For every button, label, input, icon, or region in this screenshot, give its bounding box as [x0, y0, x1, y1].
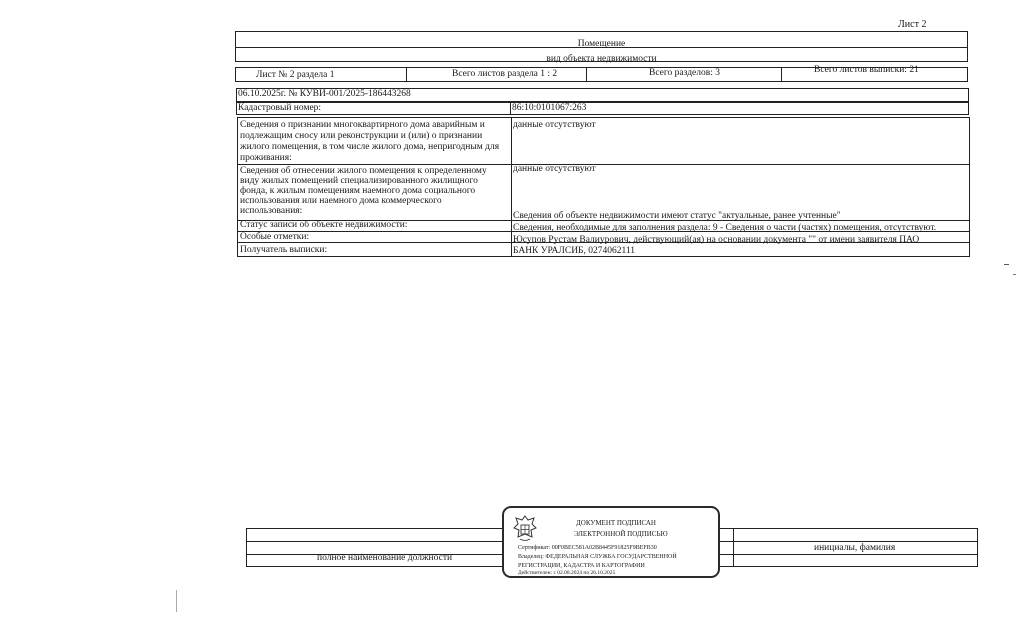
- record-date-number: 06.10.2025г. № КУВИ-001/2025-186443268: [238, 89, 411, 99]
- object-type-title: Помещение: [577, 39, 626, 49]
- stamp-line-2: ЭЛЕКТРОННОЙ ПОДПИСЬЮ: [574, 530, 668, 538]
- stamp-validity: Действителен: с 02.08.2024 по 26.10.2025: [518, 570, 616, 576]
- row-label-emergency-line-4: проживания:: [240, 153, 292, 163]
- scan-mark: [1004, 264, 1009, 265]
- row-value-specialized: данные отсутствуют: [513, 164, 596, 174]
- row-label-specialized-line-4: использования или наемного дома коммерческого: [240, 196, 442, 206]
- scan-mark: [1013, 274, 1016, 275]
- cadastral-row: [236, 102, 969, 115]
- stamp-certificate: Сертификат: 00F0BEC581A02B8445F91825F9BEFB30: [518, 545, 657, 551]
- row-label-record-status: Статус записи об объекте недвижимости:: [240, 220, 408, 230]
- row-label-specialized-line-3: фонда, к жилым помещениям наемного дома социального: [240, 186, 476, 196]
- stamp-owner-line-2: РЕГИСТРАЦИИ, КАДАСТРА И КАРТОГРАФИИ: [518, 563, 645, 569]
- row-value-recipient-line-2: БАНК УРАЛСИБ, 0274062111: [513, 246, 636, 256]
- object-type-subtitle: вид объекта недвижимости: [546, 54, 657, 64]
- row-label-emergency-line-3: жилого помещения, в том числе жилого дома, непригодным для: [240, 142, 500, 152]
- electronic-signature-stamp: [502, 506, 720, 578]
- total-section-sheets: Всего листов раздела 1 : 2: [452, 69, 558, 79]
- row-value-emergency: данные отсутствуют: [513, 120, 596, 130]
- row-value-special-marks: Сведения, необходимые для заполнения раздела: 9 - Сведения о части (частях) помещения, отсутствуют.: [513, 223, 937, 233]
- total-extract-sheets: Всего листов выписки: 21: [814, 65, 919, 75]
- sheet-label: Лист 2: [898, 19, 927, 30]
- row-label-emergency-line-1: Сведения о признании многоквартирного дома аварийным и: [240, 120, 485, 130]
- row-label-special-marks: Особые отметки:: [240, 232, 310, 242]
- position-caption: полное наименование должности: [317, 553, 453, 563]
- stamp-line-1: ДОКУМЕНТ ПОДПИСАН: [576, 519, 656, 527]
- name-caption: инициалы, фамилия: [814, 543, 896, 553]
- row-label-recipient: Получатель выписки:: [240, 245, 328, 255]
- row-label-emergency-line-2: подлежащим сносу или реконструкции и (или) о признании: [240, 131, 483, 141]
- scan-edge: [176, 590, 177, 612]
- row-label-specialized-line-1: Сведения об отнесении жилого помещения к определенному: [240, 166, 487, 176]
- row-label-specialized-line-2: виду жилых помещений специализированного жилищного: [240, 176, 478, 186]
- cadastral-label: Кадастровый номер:: [238, 103, 322, 113]
- row-label-specialized-line-5: использования:: [240, 206, 303, 216]
- stamp-owner-line-1: Владелец: ФЕДЕРАЛЬНАЯ СЛУЖБА ГОСУДАРСТВЕННОЙ: [518, 554, 677, 560]
- row-value-recipient-line-1: Юсупов Рустам Валиурович, действующий(ая) на основании документа "" от имени заявителя ПАО: [513, 235, 920, 245]
- sheet-section: Лист № 2 раздела 1: [256, 70, 335, 80]
- emblem-icon: [512, 514, 538, 544]
- total-sections: Всего разделов: 3: [649, 68, 721, 78]
- row-value-record-status: Сведения об объекте недвижимости имеют статус "актуальные, ранее учтенные": [513, 211, 841, 221]
- cadastral-value: 86:10:0101067:263: [512, 103, 587, 113]
